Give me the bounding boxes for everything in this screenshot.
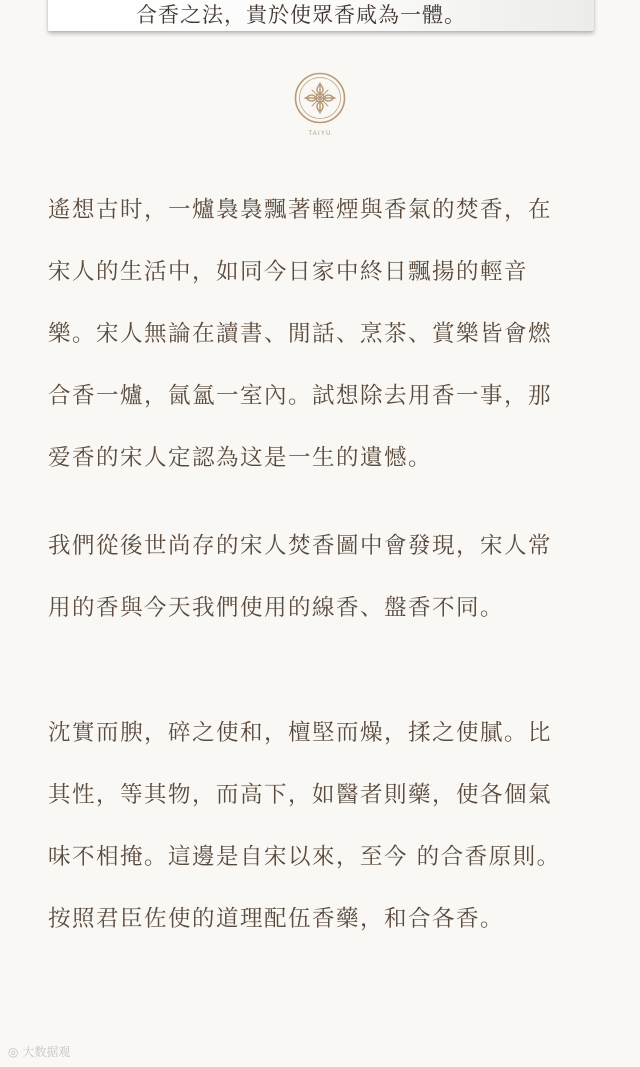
paragraph-line: 遙想古时，一爐裊裊飄著輕煙與香氣的焚香，在 <box>48 197 553 223</box>
paragraph-line: 宋人的生活中，如同今日家中終日飄揚的輕音 <box>48 259 529 285</box>
taiyu-logo <box>290 70 350 140</box>
paragraph-line: 味不相掩。這邊是自宋以來，至今 的合香原則。 <box>48 844 561 870</box>
logo-wordmark: TAIYU <box>308 131 332 137</box>
paragraph-line: 樂。宋人無論在讀書、閒話、烹茶、賞樂皆會燃 <box>48 321 553 347</box>
article-paragraph-1 <box>48 179 596 489</box>
paragraph-line: 沈實而腴，碎之使和，檀堅而燥，揉之使膩。比 <box>48 720 553 746</box>
weibo-icon: ◎ <box>8 1045 19 1059</box>
watermark-text: 大数据观 <box>22 1045 71 1059</box>
paragraph-line: 我們從後世尚存的宋人焚香圖中會發現，宋人常 <box>48 533 553 559</box>
article-paragraph-2 <box>48 515 596 639</box>
paragraph-line: 用的香與今天我們使用的線香、盤香不同。 <box>48 595 505 621</box>
quote-card-text: 合香之法，貴於使眾香咸為一體。 <box>136 3 466 27</box>
quote-card <box>48 0 594 31</box>
article-paragraph-3 <box>48 702 596 950</box>
paragraph-line: 其性，等其物，而高下，如醫者則藥，使各個氣 <box>48 782 553 808</box>
logo-emblem-icon <box>290 70 350 140</box>
paragraph-line: 按照君臣佐使的道理配伍香藥，和合各香。 <box>48 906 505 932</box>
paragraph-line: 合香一爐，氤氳一室內。試想除去用香一事，那 <box>48 383 553 409</box>
source-watermark <box>8 1043 70 1061</box>
paragraph-line: 爱香的宋人定認為这是一生的遺憾。 <box>48 445 433 471</box>
